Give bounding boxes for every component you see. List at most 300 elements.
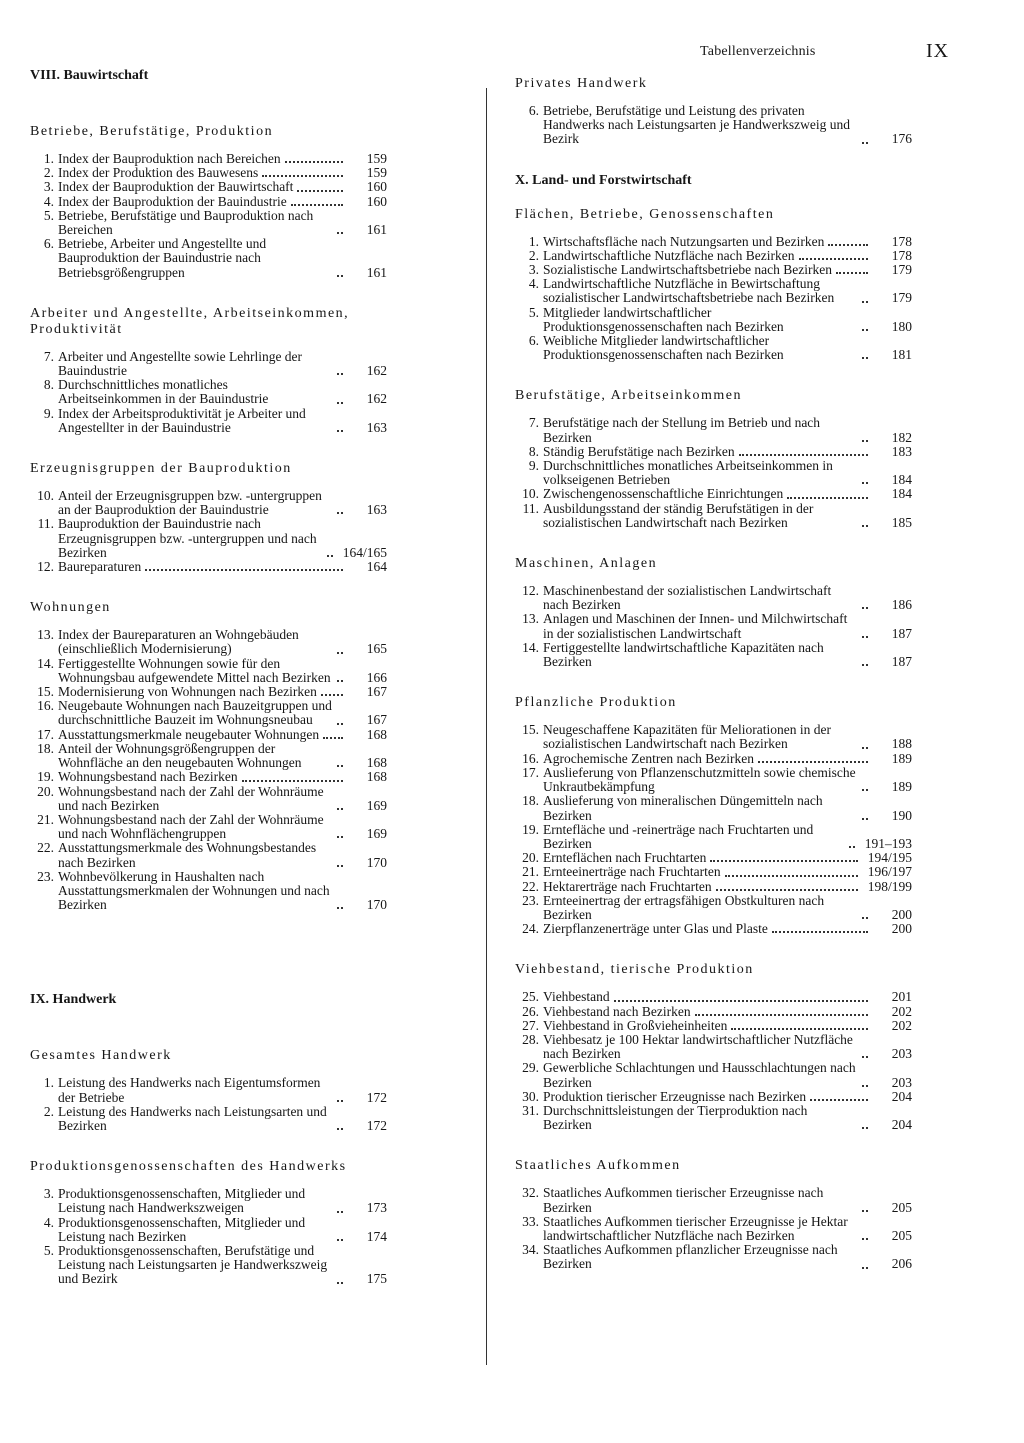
entry-text-wrap: [543, 990, 872, 1004]
entry-number: 17.: [522, 764, 539, 780]
toc-entry: [515, 1033, 912, 1061]
entry-page: 178: [891, 233, 912, 249]
entry-text-wrap: [58, 560, 347, 574]
entry-page: 161: [366, 264, 387, 280]
entry-text-wrap: [58, 209, 347, 237]
entry-number: 18.: [37, 740, 54, 756]
entry-number: 19.: [37, 769, 54, 785]
entry-title: Leistung des Handwerks nach Eigentumsformen der Betriebe: [58, 1075, 321, 1105]
section-gap: [515, 669, 912, 695]
toc-entry: [30, 870, 387, 913]
leader-dots: [836, 272, 868, 274]
section-gap: [30, 1133, 387, 1159]
entry-title: Staatliches Aufkommen pflanzlicher Erzeugnisse nach Bezirken: [543, 1242, 838, 1272]
part-x-sections: [515, 207, 912, 1272]
entry-title: Wohnbevölkerung in Haushalten nach Ausstattungsmerkmalen der Wohnungen und nach Bezirken: [58, 868, 330, 913]
entry-page: 165: [366, 641, 387, 657]
toc-entry: [515, 823, 912, 851]
entry-number: 13.: [37, 627, 54, 643]
entry-title: Berufstätige nach der Stellung im Betrieb und nach Bezirken: [543, 415, 821, 445]
entry-page: 164: [366, 559, 387, 575]
entry-page: 159: [366, 151, 387, 166]
leader-dots: [725, 875, 858, 877]
entry-title: Viehbestand in Großvieheinheiten: [543, 1017, 728, 1033]
entry-title: Hektarerträge nach Fruchtarten: [543, 878, 712, 894]
entry-page: 187: [891, 654, 912, 670]
toc-entry: [515, 334, 912, 362]
section-gap: [515, 936, 912, 962]
entry-number: 15.: [37, 684, 54, 700]
toc-entry: [30, 728, 387, 742]
entry-text-wrap: [58, 166, 347, 180]
leader-dots: [862, 440, 868, 442]
entry-title: Wohnungsbestand nach der Zahl der Wohnräume und nach Bezirken: [58, 783, 324, 813]
entry-number: 32.: [522, 1185, 539, 1201]
leader-dots: [862, 789, 868, 791]
entry-title: Produktionsgenossenschaften, Mitglieder und Leistung nach Handwerkszweigen: [58, 1186, 306, 1216]
entry-text-wrap: [58, 685, 347, 699]
entry-title: Viehbestand nach Bezirken: [543, 1003, 691, 1019]
entry-title: Index der Arbeitsproduktivität je Arbeiter und Angestellter in der Bauindustrie: [58, 405, 306, 435]
entry-title: Neugebaute Wohnungen nach Bauzeitgruppen und durchschnittliche Bauzeit im Wohnungsneubau: [58, 698, 332, 728]
entry-title: Wohnungsbestand nach der Zahl der Wohnräume und nach Wohnflächengruppen: [58, 811, 324, 842]
toc-entry: [30, 657, 387, 685]
entry-list: [515, 1186, 912, 1271]
toc-entry: [30, 180, 387, 194]
entry-text-wrap: [543, 794, 872, 822]
entry-page: 162: [366, 363, 387, 379]
section-heading: Wohnungen: [30, 600, 111, 616]
entry-number: 34.: [522, 1242, 539, 1258]
entry-page: 164/165: [342, 544, 387, 560]
running-title: Tabellenverzeichnis: [700, 44, 816, 59]
entry-number: 4.: [43, 1214, 54, 1230]
leader-dots: [862, 329, 868, 331]
leader-dots: [337, 430, 343, 432]
entry-page: 160: [366, 179, 387, 195]
entry-number: 5.: [528, 304, 539, 320]
entry-page: 159: [366, 165, 387, 181]
entry-page: 180: [891, 318, 912, 334]
entry-page: 172: [366, 1117, 387, 1133]
entry-number: 21.: [522, 864, 539, 880]
entry-text-wrap: [543, 1033, 872, 1061]
entry-text-wrap: [543, 880, 862, 894]
entry-title: Landwirtschaftliche Nutzfläche in Bewirtschaftung sozialistischer Landwirtschaftsbetriebe nach Bezirken: [543, 276, 835, 306]
section-heading: Gesamtes Handwerk: [30, 1048, 172, 1064]
entry-title: Wohnungsbestand nach Bezirken: [58, 769, 238, 785]
leader-dots: [337, 1128, 343, 1130]
leader-dots: [242, 780, 343, 782]
entry-number: 31.: [522, 1102, 539, 1118]
entry-title: Modernisierung von Wohnungen nach Bezirken: [58, 684, 317, 700]
entry-text-wrap: [58, 813, 347, 841]
section-gap: [515, 1132, 912, 1158]
entry-page: 185: [891, 514, 912, 530]
entry-text-wrap: [58, 870, 347, 913]
entry-number: 11.: [522, 500, 539, 516]
leader-dots: [849, 846, 855, 848]
leader-dots: [862, 1267, 868, 1269]
entry-number: 11.: [37, 516, 54, 532]
entry-list: [30, 1076, 387, 1133]
entry-number: 27.: [522, 1017, 539, 1033]
entry-text-wrap: [543, 584, 872, 612]
entry-list: [30, 1187, 387, 1286]
entry-page: 188: [891, 736, 912, 752]
entry-page: 184: [891, 472, 912, 488]
leader-dots: [337, 373, 343, 375]
toc-entry: [515, 1186, 912, 1214]
entry-title: Neugeschaffene Kapazitäten für Meliorationen in der sozialistischen Landwirtschaft nach Bezirken: [543, 722, 831, 752]
toc-entry: [515, 990, 912, 1004]
section-heading: Flächen, Betriebe, Genossenschaften: [515, 206, 775, 222]
entry-title: Fertiggestellte landwirtschaftliche Kapazitäten nach Bezirken: [543, 639, 824, 670]
leader-dots: [862, 664, 868, 666]
privates-entries: [515, 104, 912, 147]
toc-entry: [515, 104, 912, 147]
toc-entry: [515, 922, 912, 936]
entry-page: 168: [366, 755, 387, 771]
entry-title: Ernteeinertrag der ertragsfähigen Obstkulturen nach Bezirken: [543, 892, 825, 922]
section-heading: Viehbestand, tierische Produktion: [515, 962, 754, 978]
entry-text-wrap: [543, 723, 872, 751]
entry-title: Index der Bauproduktion nach Bereichen: [58, 151, 281, 166]
entry-text-wrap: [543, 1090, 872, 1104]
entry-page: 182: [891, 429, 912, 445]
entry-number: 6.: [528, 103, 539, 118]
entry-number: 1.: [528, 233, 539, 249]
entry-page: 198/199: [867, 878, 912, 894]
leader-dots: [758, 761, 868, 763]
entry-list: [30, 152, 387, 280]
toc-entry: [515, 249, 912, 263]
entry-text-wrap: [543, 1005, 872, 1019]
section-heading: Arbeiter und Angestellte, Arbeitseinkommen, Produktivität: [30, 305, 350, 337]
entry-text-wrap: [58, 152, 347, 166]
entry-number: 2.: [43, 165, 54, 181]
leader-dots: [337, 512, 343, 514]
entry-page: 181: [891, 347, 912, 363]
toc-entry: [515, 263, 912, 277]
leader-dots: [862, 142, 868, 144]
leader-dots: [337, 865, 343, 867]
leader-dots: [337, 836, 343, 838]
entry-text-wrap: [543, 823, 859, 851]
toc-entry: [515, 851, 912, 865]
entry-title: Index der Produktion des Bauwesens: [58, 165, 259, 181]
entry-page: 173: [366, 1200, 387, 1216]
toc-entry: [515, 306, 912, 334]
entry-page: 183: [891, 443, 912, 459]
toc-entry: [30, 770, 387, 784]
entry-number: 7.: [528, 415, 539, 431]
left-column: [30, 68, 387, 1287]
entry-text-wrap: [58, 1105, 347, 1133]
entry-text-wrap: [543, 922, 872, 936]
section-gap: [515, 530, 912, 556]
entry-text-wrap: [543, 865, 862, 879]
leader-dots: [862, 917, 868, 919]
toc-entry: [515, 766, 912, 794]
leader-dots: [862, 818, 868, 820]
entry-title: Ernteeinerträge nach Fruchtarten: [543, 864, 721, 880]
toc-entry: [30, 378, 387, 406]
entry-number: 1.: [43, 1075, 54, 1091]
right-column: [515, 76, 912, 1272]
entry-page: 170: [366, 854, 387, 870]
entry-title: Fertiggestellte Wohnungen sowie für den Wohnungsbau aufgewendete Mittel nach Bezirken: [58, 655, 331, 685]
toc-entry: [515, 1243, 912, 1271]
entry-number: 19.: [522, 821, 539, 837]
leader-dots: [862, 1085, 868, 1087]
entry-number: 7.: [43, 348, 54, 364]
entry-text-wrap: [543, 1061, 872, 1089]
entry-text-wrap: [543, 1019, 872, 1033]
entry-title: Zwischengenossenschaftliche Einrichtungen: [543, 486, 784, 502]
entry-title: Viehbestand: [543, 989, 610, 1005]
leader-dots: [337, 402, 343, 404]
entry-text-wrap: [543, 851, 862, 865]
leader-dots: [337, 765, 343, 767]
entry-title: Staatliches Aufkommen tierischer Erzeugnisse nach Bezirken: [543, 1185, 824, 1215]
entry-title: Betriebe, Berufstätige und Bauproduktion nach Bereichen: [58, 207, 314, 238]
leader-dots: [731, 1028, 868, 1030]
entry-page: 160: [366, 193, 387, 209]
leader-dots: [337, 680, 343, 682]
entry-text-wrap: [58, 841, 347, 869]
leader-dots: [862, 607, 868, 609]
entry-text-wrap: [543, 416, 872, 444]
toc-entry: [30, 1244, 387, 1287]
leader-dots: [323, 737, 343, 739]
leader-dots: [862, 1238, 868, 1240]
entry-text-wrap: [543, 1215, 872, 1243]
leader-dots: [862, 482, 868, 484]
entry-text-wrap: [543, 1243, 872, 1271]
entry-page: 189: [891, 750, 912, 766]
entry-number: 8.: [43, 377, 54, 393]
entry-title: Leistung des Handwerks nach Leistungsarten und Bezirken: [58, 1103, 327, 1133]
leader-dots: [145, 569, 343, 571]
entry-title: Viehbesatz je 100 Hektar landwirtschaftlicher Nutzfläche nach Bezirken: [543, 1031, 853, 1062]
leader-dots: [862, 636, 868, 638]
section-heading: Erzeugnisgruppen der Bauproduktion: [30, 461, 292, 477]
entry-page: 162: [366, 391, 387, 407]
leader-dots: [716, 889, 858, 891]
entry-number: 12.: [522, 583, 539, 599]
entry-title: Arbeiter und Angestellte sowie Lehrlinge der Bauindustrie: [58, 348, 303, 379]
toc-entry: [30, 742, 387, 770]
toc-entry: [515, 502, 912, 530]
leader-dots: [262, 175, 343, 177]
toc-entry: [30, 841, 387, 869]
leader-dots: [337, 907, 343, 909]
section-heading: Staatliches Aufkommen: [515, 1158, 681, 1174]
entry-page: 166: [366, 669, 387, 685]
entry-number: 28.: [522, 1031, 539, 1047]
entry-page: 174: [366, 1228, 387, 1244]
entry-text-wrap: [543, 445, 872, 459]
entry-number: 2.: [528, 247, 539, 263]
section-gap: [30, 280, 387, 306]
entry-text-wrap: [543, 306, 872, 334]
toc-entry: [515, 612, 912, 640]
leader-dots: [327, 555, 333, 557]
entry-text-wrap: [58, 407, 347, 435]
entry-title: Staatliches Aufkommen tierischer Erzeugnisse je Hektar landwirtschaftlicher Nutzfläche nach Bezirken: [543, 1213, 848, 1243]
toc-entry: [30, 517, 387, 560]
leader-dots: [739, 454, 868, 456]
entry-title: Sozialistische Landwirtschaftsbetriebe nach Bezirken: [543, 262, 833, 278]
leader-dots: [862, 1210, 868, 1212]
leader-dots: [337, 275, 343, 277]
toc-entry: [515, 641, 912, 669]
entry-page: 176: [891, 131, 912, 147]
entry-page: 179: [891, 290, 912, 306]
entry-title: Index der Bauproduktion der Bauindustrie: [58, 193, 287, 209]
entry-number: 4.: [528, 276, 539, 292]
entry-text-wrap: [58, 628, 347, 656]
entry-title: Betriebe, Arbeiter und Angestellte und Bauproduktion der Bauindustrie nach Betriebsgrößengruppen: [58, 236, 267, 280]
entry-page: 161: [366, 222, 387, 238]
section-heading: Pflanzliche Produktion: [515, 695, 677, 711]
entry-number: 9.: [43, 405, 54, 421]
entry-text-wrap: [58, 785, 347, 813]
entry-text-wrap: [58, 350, 347, 378]
toc-entry: [30, 685, 387, 699]
toc-entry: [30, 628, 387, 656]
entry-text-wrap: [543, 487, 872, 501]
entry-number: 26.: [522, 1003, 539, 1019]
leader-dots: [828, 244, 868, 246]
toc-entry: [515, 880, 912, 894]
entry-page: 203: [891, 1046, 912, 1062]
entry-title: Maschinenbestand der sozialistischen Landwirtschaft nach Bezirken: [543, 583, 832, 613]
entry-title: Landwirtschaftliche Nutzfläche nach Bezirken: [543, 247, 795, 263]
section-heading: Berufstätige, Arbeitseinkommen: [515, 388, 742, 404]
entry-title: Produktionsgenossenschaften, Berufstätige und Leistung nach Leistungsarten je Handwerkszweig und Bezirk: [58, 1242, 328, 1287]
entry-text-wrap: [543, 235, 872, 249]
entry-text-wrap: [58, 728, 347, 742]
leader-dots: [337, 232, 343, 234]
entry-title: Weibliche Mitglieder landwirtschaftlicher Produktionsgenossenschaften nach Bezirken: [543, 333, 784, 363]
toc-entry: [515, 277, 912, 305]
leader-dots: [337, 1211, 343, 1213]
section-heading: Produktionsgenossenschaften des Handwerks: [30, 1159, 347, 1175]
entry-number: 16.: [522, 750, 539, 766]
toc-entry: [30, 1216, 387, 1244]
entry-text-wrap: [58, 1187, 347, 1215]
entry-number: 20.: [522, 850, 539, 866]
entry-number: 23.: [37, 868, 54, 884]
part-title: X. Land- und Forstwirtschaft: [515, 172, 692, 188]
leader-dots: [799, 258, 868, 260]
toc-entry: [515, 794, 912, 822]
part-title: VIII. Bauwirtschaft: [30, 68, 149, 83]
entry-title: Durchschnittsleistungen der Tierproduktion nach Bezirken: [543, 1102, 808, 1133]
leader-dots: [337, 652, 343, 654]
leader-dots: [337, 723, 343, 725]
entry-title: Betriebe, Berufstätige und Leistung des privaten Handwerks nach Leistungsarten je Handwerkszweig und Bezirk: [543, 103, 851, 147]
entry-page: 203: [891, 1074, 912, 1090]
entry-number: 15.: [522, 722, 539, 738]
entry-list: [515, 104, 912, 147]
entry-text-wrap: [58, 378, 347, 406]
entry-page: 204: [891, 1117, 912, 1133]
entry-page: 200: [891, 906, 912, 922]
entry-text-wrap: [543, 502, 872, 530]
toc-entry: [30, 209, 387, 237]
part-viii-sections: [30, 124, 387, 912]
entry-page: 186: [891, 597, 912, 613]
entry-text-wrap: [58, 489, 347, 517]
entry-number: 14.: [522, 639, 539, 655]
toc-entry: [30, 407, 387, 435]
entry-list: [515, 990, 912, 1132]
leader-dots: [810, 1099, 868, 1101]
leader-dots: [337, 808, 343, 810]
entry-list: [30, 489, 387, 574]
entry-number: 8.: [528, 443, 539, 459]
column-divider: [486, 88, 487, 1365]
entry-page: 184: [891, 486, 912, 502]
entry-number: 16.: [37, 698, 54, 714]
entry-title: Anlagen und Maschinen der Innen- und Milchwirtschaft in der sozialistischen Landwirtschaft: [543, 611, 848, 641]
section-heading: Maschinen, Anlagen: [515, 556, 658, 572]
toc-entry: [515, 1061, 912, 1089]
leader-dots: [291, 204, 343, 206]
entry-number: 13.: [522, 611, 539, 627]
toc-entry: [30, 560, 387, 574]
toc-entry: [30, 1076, 387, 1104]
toc-entry: [515, 1019, 912, 1033]
entry-title: Produktionsgenossenschaften, Mitglieder und Leistung nach Bezirken: [58, 1214, 306, 1244]
entry-text-wrap: [58, 1244, 347, 1287]
entry-title: Index der Baureparaturen an Wohngebäuden (einschließlich Modernisierung): [58, 627, 299, 657]
leader-dots: [337, 1100, 343, 1102]
entry-number: 10.: [37, 488, 54, 504]
entry-number: 18.: [522, 793, 539, 809]
entry-title: Auslieferung von Pflanzenschutzmitteln sowie chemische Unkrautbekämpfung: [543, 764, 856, 795]
entry-number: 24.: [522, 921, 539, 937]
part-ix-sections: [30, 1048, 387, 1286]
entry-list: [30, 350, 387, 435]
entry-title: Index der Bauproduktion der Bauwirtschaft: [58, 179, 294, 195]
entry-page: 168: [366, 726, 387, 742]
entry-number: 29.: [522, 1060, 539, 1076]
entry-list: [515, 584, 912, 669]
entry-page: 202: [891, 1017, 912, 1033]
page-header: [0, 40, 1024, 70]
entry-page: 189: [891, 779, 912, 795]
entry-page: 201: [891, 989, 912, 1005]
entry-page: 167: [366, 712, 387, 728]
entry-text-wrap: [58, 657, 347, 685]
entry-text-wrap: [58, 237, 347, 280]
entry-list: [515, 416, 912, 530]
leader-dots: [772, 931, 868, 933]
entry-list: [515, 235, 912, 363]
entry-number: 12.: [37, 559, 54, 575]
entry-page: 169: [366, 826, 387, 842]
entry-title: Ständig Berufstätige nach Bezirken: [543, 443, 735, 459]
entry-page: 204: [891, 1088, 912, 1104]
leader-dots: [862, 1056, 868, 1058]
entry-title: Baureparaturen: [58, 559, 142, 575]
entry-title: Gewerbliche Schlachtungen und Hausschlachtungen nach Bezirken: [543, 1060, 856, 1090]
entry-number: 33.: [522, 1213, 539, 1229]
